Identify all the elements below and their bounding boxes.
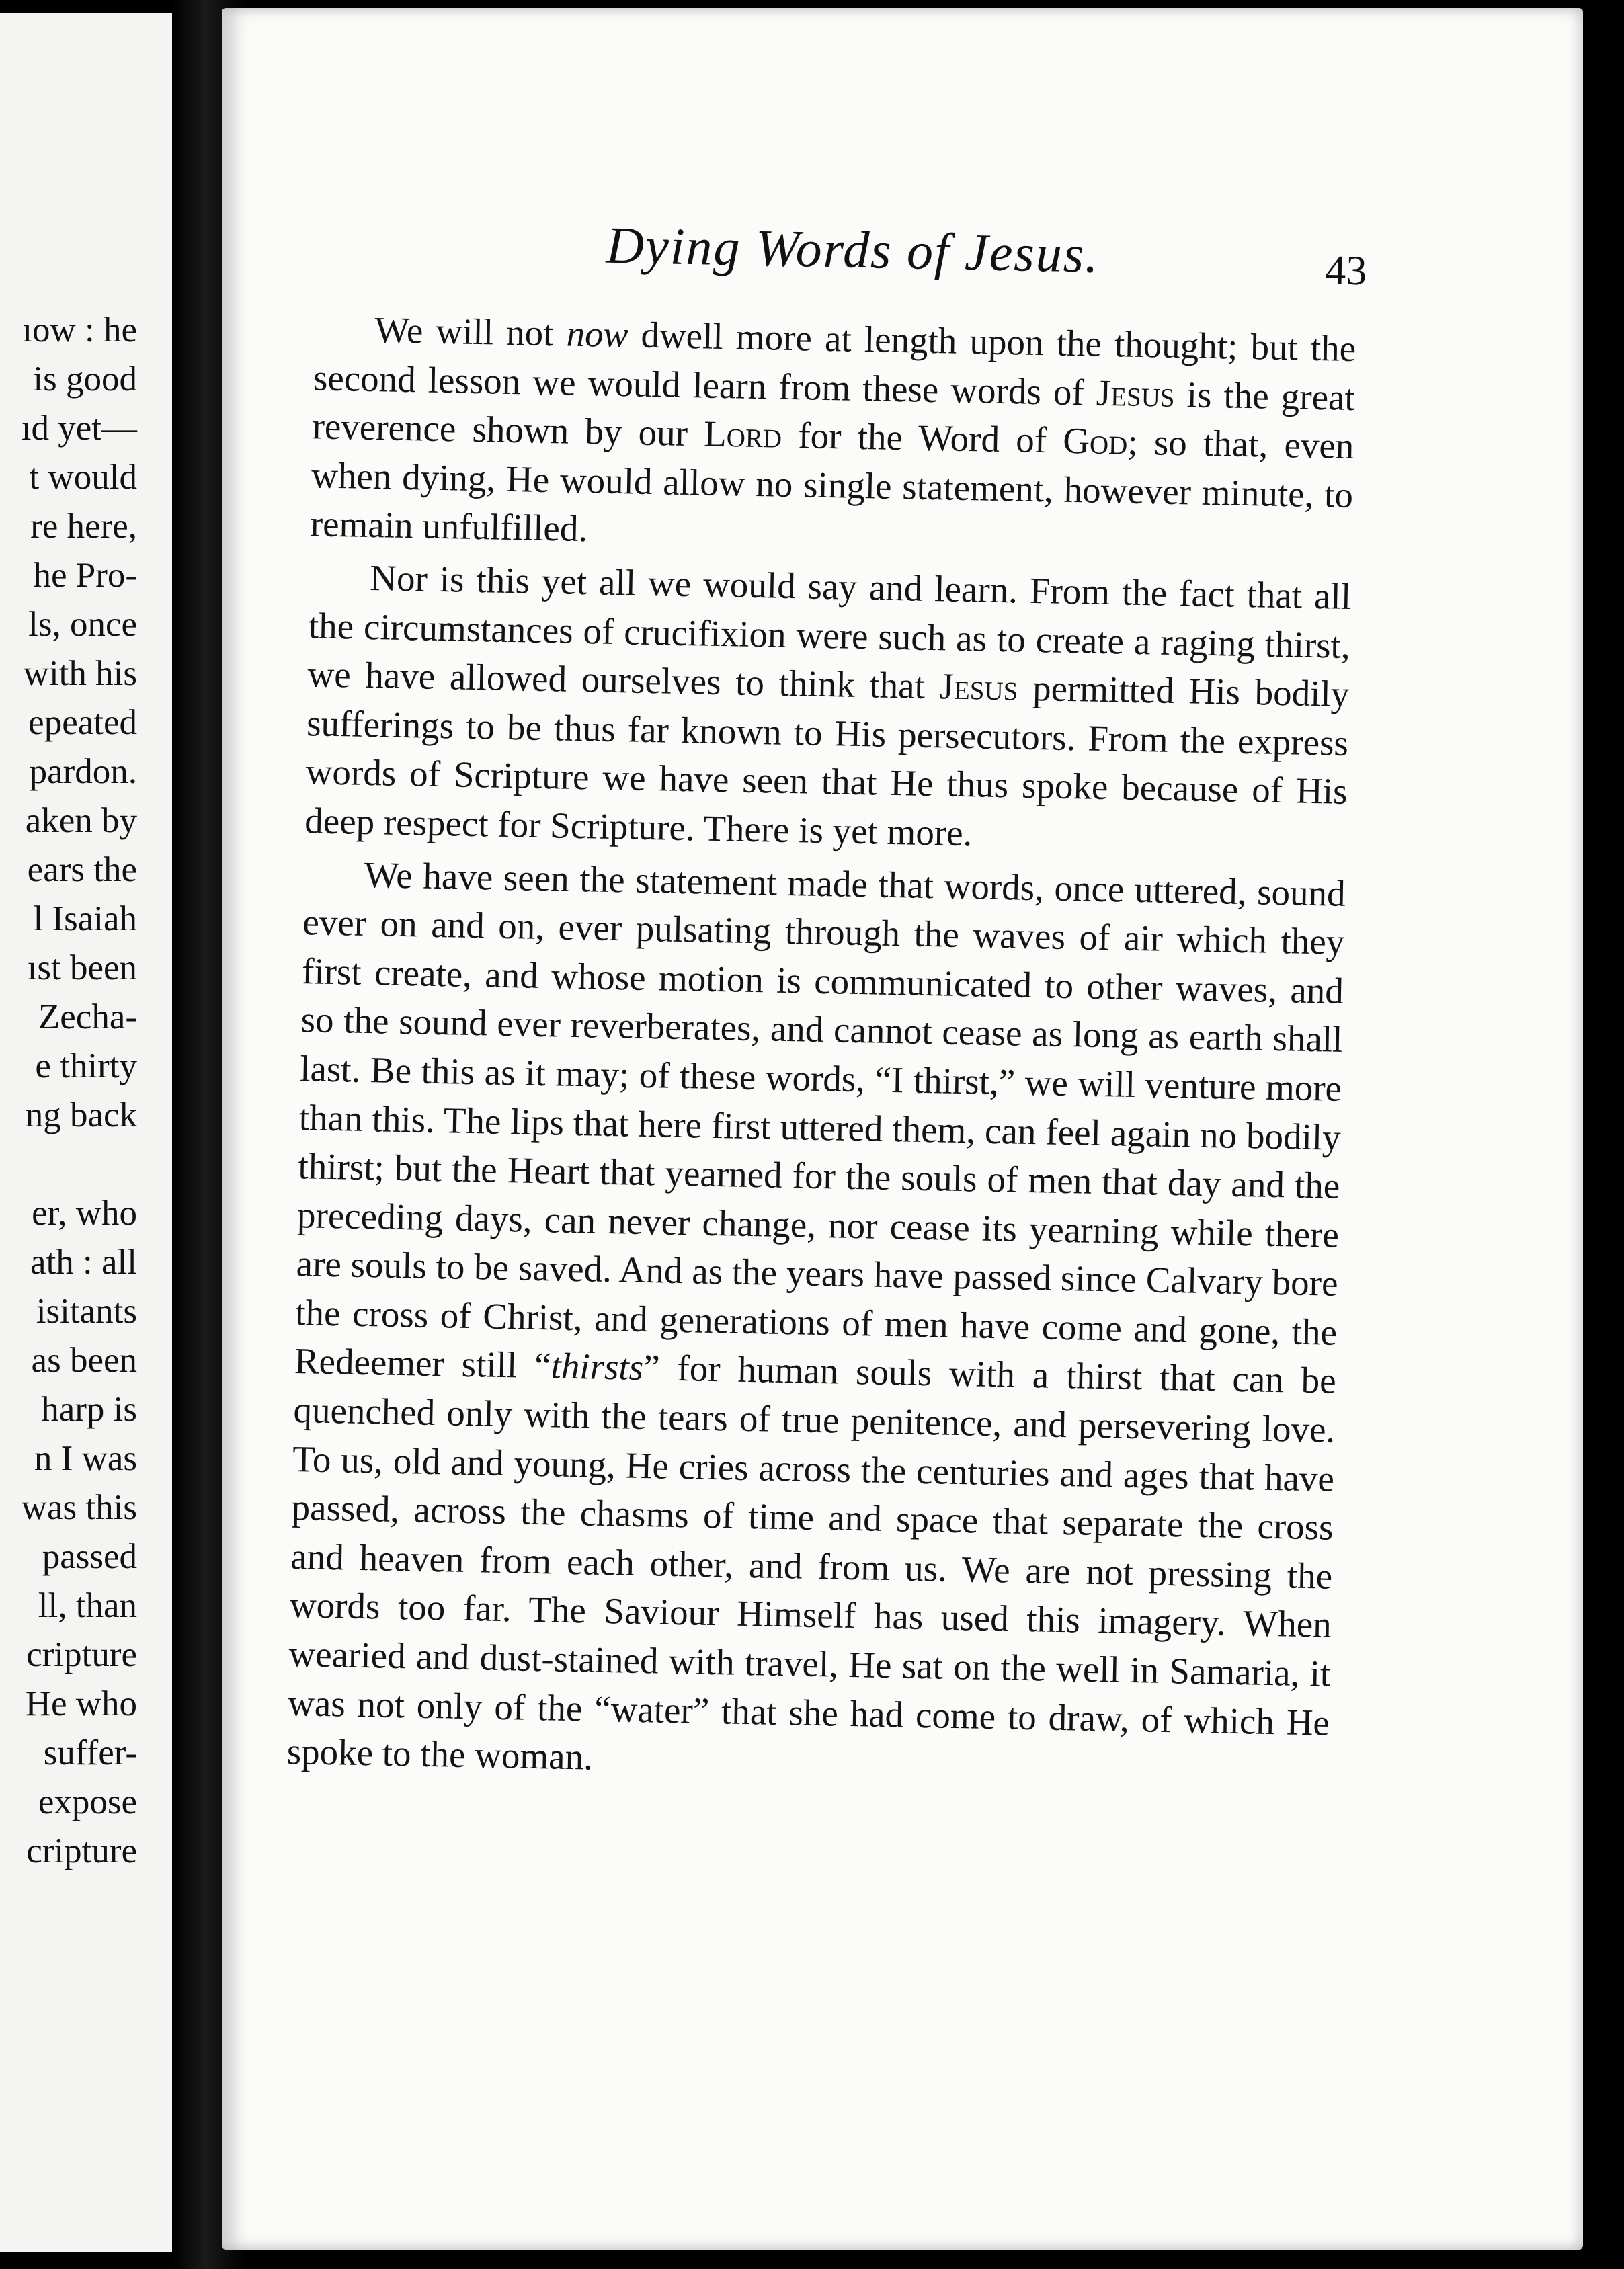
left-page-line: ath : all [30, 1243, 137, 1282]
small-caps-name: Jesus [1096, 372, 1176, 415]
left-page-line: harp is [41, 1390, 137, 1429]
text-run: for the Word of [781, 414, 1063, 461]
text-run: ; so that, even when dying, He would allow no single statement, however minute, to remain unfulfilled. [310, 421, 1354, 550]
text-run: Nor is this yet all we would say and learn. From the fact that all the circumstances of crucifixion were such as to create a raging thirst, we have allowed ourselves to think that [307, 556, 1352, 707]
text-run: dwell more at length upon the thought; but the second lesson we would learn from these words of [313, 314, 1356, 413]
left-page-line: aken by [25, 801, 137, 840]
emphasis: now [566, 313, 628, 356]
left-page-line: cripture [26, 1831, 137, 1870]
left-page-line: ll, than [38, 1586, 137, 1625]
left-page-line: er, who [32, 1194, 137, 1233]
left-page-line: e thirty [35, 1046, 137, 1085]
left-page-line: as been [31, 1341, 137, 1380]
paragraph-1 [310, 304, 1356, 569]
left-page-line: passed [42, 1537, 137, 1576]
text-run: is the great reverence shown by our [312, 373, 1356, 454]
text-run: ” for human souls with a thirst that can be quenched only with the tears of true penitence, and persevering love. To us, old and young, He cries across the centuries and ages that have passed, across the chasms of time and space that separate the cross and heaven from each other, and from us. We are not pressing the words too far. The Saviour Himself has used this imagery. When wearied and dust-stained with travel, He sat on the well in Samaria, it was not only of the “water” that she had come to draw, of which He spoke to the woman. [286, 1347, 1337, 1778]
page-number: 43 [1324, 247, 1368, 294]
right-page [222, 8, 1583, 2250]
text-run: We have seen the statement made that words, once uttered, sound ever on and on, ever pulsating through the waves of air which they first create, and whose motion is communicated to other waves, and so the sound ever reverberates, and cannot cease as long as earth shall last. Be this as it may; of these words, “I thirst,” we will venture more than this. The lips that here first uttered them, can feel again no bodily thirst; but the Heart that yearned for the souls of men that day and the preceding days, can never change, nor cease its yearning while there are souls to be saved. And as the years have passed since Calvary bore the cross of Christ, and generations of men have come and gone, the Redeemer still “ [294, 854, 1346, 1387]
left-page-line: l Isaiah [33, 899, 137, 938]
left-facing-page [0, 13, 172, 2252]
paragraph-3 [286, 850, 1346, 1797]
left-page-line: suffer- [43, 1733, 137, 1772]
left-page-line: He who [25, 1684, 137, 1723]
paragraph-2 [304, 552, 1352, 865]
small-caps-name: Lord [703, 413, 782, 456]
text-run: permitted His bodily sufferings to be thus far known to His persecutors. From the express words of Scripture we have seen that He thus spoke because of His deep respect for Scripture. There is yet more. [304, 667, 1350, 854]
left-page-line: cripture [26, 1635, 137, 1674]
left-page-line: ng back [25, 1096, 137, 1134]
left-page-line: with his [23, 654, 137, 693]
page-text-block [198, 0, 1602, 2261]
left-page-line: isitants [36, 1292, 137, 1331]
left-page-line: Zecha- [38, 997, 137, 1036]
left-page-line: n I was [34, 1439, 137, 1478]
left-page-line: ıd yet— [21, 409, 137, 448]
left-page-line: epeated [28, 703, 137, 742]
running-title: Dying Words of Jesus. [606, 215, 1100, 284]
left-page-line: ıow : he [22, 311, 137, 349]
left-page-line: he Pro- [33, 556, 137, 595]
left-page-line: ıst been [27, 948, 137, 987]
small-caps-name: God [1062, 419, 1129, 462]
left-page-line: t would [29, 458, 137, 497]
emphasis: thirsts [551, 1345, 644, 1389]
left-page-line: is good [33, 360, 137, 399]
small-caps-name: Jesus [939, 665, 1019, 708]
left-page-line: ls, once [28, 605, 137, 644]
left-page-text [0, 306, 172, 1876]
left-page-line: expose [38, 1782, 137, 1821]
text-run: We will not [374, 309, 567, 354]
left-page-line: pardon. [29, 752, 137, 791]
left-page-line: was this [21, 1488, 137, 1527]
left-page-line: ears the [27, 850, 137, 889]
left-page-line [0, 1140, 172, 1189]
left-page-line: re here, [30, 507, 137, 546]
body-text [286, 304, 1356, 1796]
